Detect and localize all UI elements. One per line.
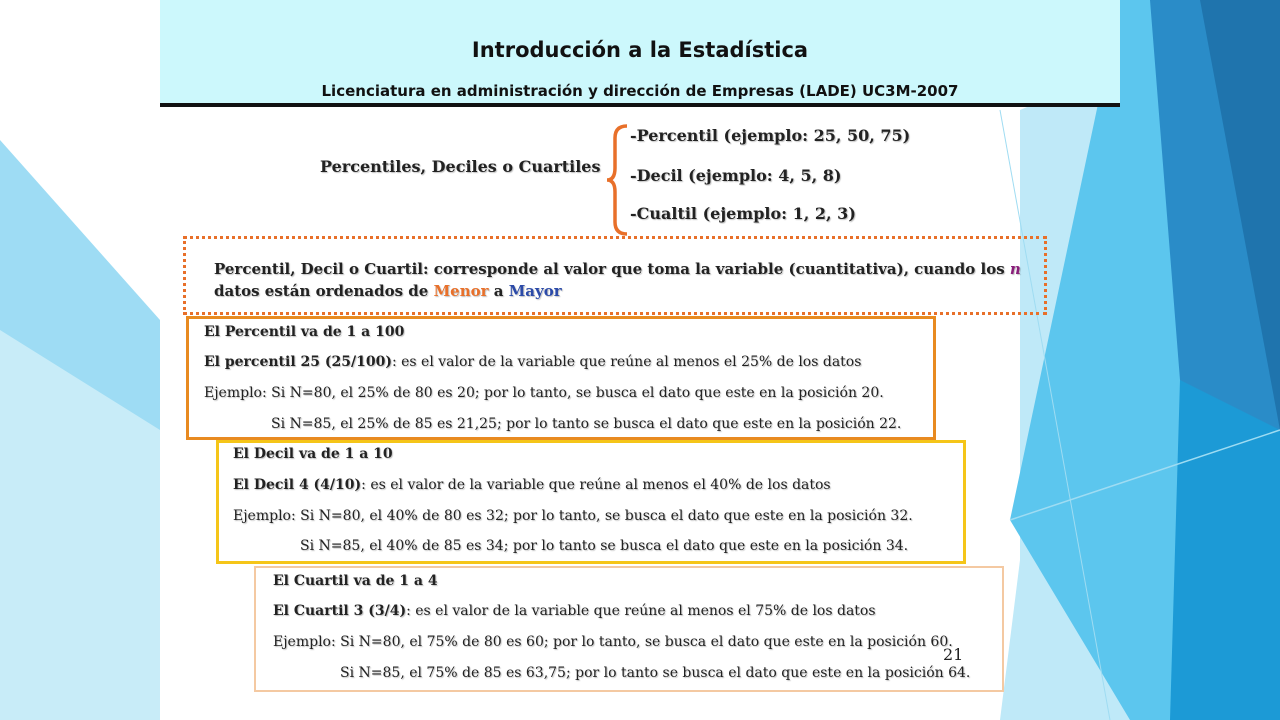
- percentil-example-1: Ejemplo: Si N=80, el 25% de 80 es 20; por lo tanto, se busca el dato que este en la posición 20.: [204, 385, 884, 401]
- definition-menor: Menor: [433, 282, 489, 300]
- cuartil-example: -Cualtil (ejemplo: 1, 2, 3): [630, 204, 856, 223]
- percentil-definition: El percentil 25 (25/100): es el valor de la variable que reúne al menos el 25% de los datos: [204, 354, 862, 370]
- page-number: 21: [943, 645, 964, 664]
- percentil-example-2: Si N=85, el 25% de 85 es 21,25; por lo tanto se busca el dato que este en la posición 22.: [271, 416, 902, 432]
- definition-n: n: [1009, 260, 1021, 278]
- decil-range: El Decil va de 1 a 10: [233, 446, 393, 462]
- slide-title: Introducción a la Estadística: [471, 38, 809, 62]
- curly-brace-icon: [605, 124, 629, 236]
- definition-part2: datos están ordenados de: [214, 282, 434, 300]
- decil-example-2: Si N=85, el 40% de 85 es 34; por lo tanto se busca el dato que este en la posición 34.: [300, 538, 909, 554]
- decil-example-1: Ejemplo: Si N=80, el 40% de 80 es 32; por lo tanto, se busca el dato que este en la posición 32.: [233, 508, 913, 524]
- slide-subtitle: Licenciatura en administración y dirección de Empresas (LADE) UC3M-2007: [321, 82, 959, 100]
- measures-label: Percentiles, Deciles o Cuartiles: [320, 157, 601, 176]
- definition-mayor: Mayor: [508, 282, 562, 300]
- decil-example: -Decil (ejemplo: 4, 5, 8): [630, 166, 842, 185]
- definition-connector: a: [488, 282, 509, 300]
- bg-shape-right-bright: [1170, 380, 1280, 720]
- cuartil-example-1: Ejemplo: Si N=80, el 75% de 80 es 60; por lo tanto, se busca el dato que este en la posición 60.: [273, 634, 953, 650]
- definition-text: [214, 258, 1044, 302]
- decil-definition: El Decil 4 (4/10): es el valor de la variable que reúne al menos el 40% de los datos: [233, 477, 831, 493]
- percentil-range: El Percentil va de 1 a 100: [204, 324, 405, 340]
- cuartil-example-2: Si N=85, el 75% de 85 es 63,75; por lo tanto se busca el dato que este en la posición 64.: [340, 665, 971, 681]
- definition-part1: Percentil, Decil o Cuartil: corresponde al valor que toma la variable (cuantitativa), cuando los: [214, 260, 1010, 278]
- percentil-example: -Percentil (ejemplo: 25, 50, 75): [630, 126, 911, 145]
- header-underline: [160, 103, 1120, 107]
- cuartil-range: El Cuartil va de 1 a 4: [273, 573, 438, 589]
- cuartil-definition: El Cuartil 3 (3/4): es el valor de la variable que reúne al menos el 75% de los datos: [273, 603, 876, 619]
